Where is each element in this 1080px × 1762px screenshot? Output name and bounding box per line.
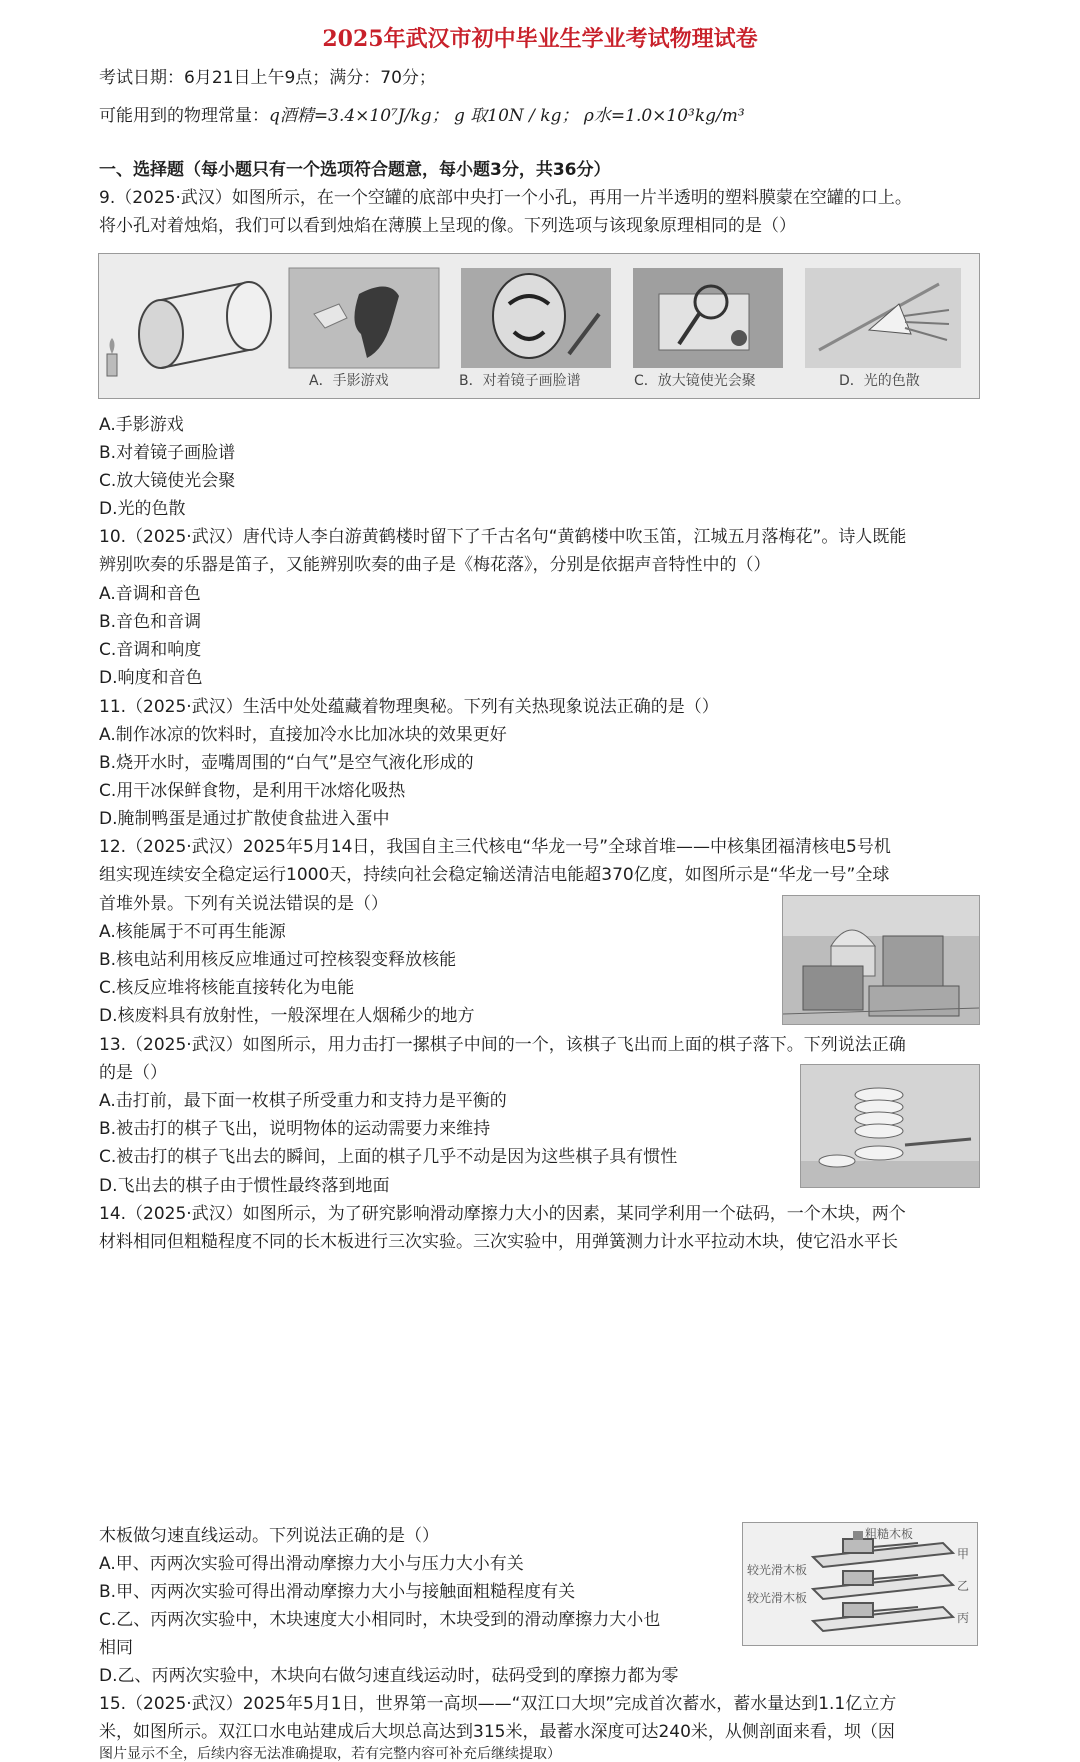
fig-label-jia: 甲 [957,1547,970,1561]
q10-option-d: D.响度和音色 [99,668,203,688]
q14-option-d: D.乙、丙两次实验中，木块向右做匀速直线运动时，砝码受到的摩擦力都为零 [99,1666,679,1686]
q14-option-a: A.甲、丙两次实验可得出滑动摩擦力大小与压力大小有关 [99,1554,524,1574]
q9-caption-c: C．放大镜使光会聚 [634,373,756,389]
q9-caption-d: D．光的色散 [839,373,920,389]
fig-label-yi: 乙 [957,1579,970,1593]
q15-stem-line-2: 米，如图所示。双江口水电站建成后大坝总高达到315米，最蓄水深度可达240米，从侧剖面来看，坝（因 [99,1722,895,1742]
q9-stem-line-1: 9.（2025·武汉）如图所示，在一个空罐的底部中央打一个小孔，再用一片半透明的塑料膜蒙在空罐的口上。 [99,188,912,208]
q15-stem-line-1: 15.（2025·武汉）2025年5月1日，世界第一高坝——“双江口大坝”完成首次蓄水，蓄水量达到1.1亿立方 [99,1694,897,1714]
exam-info-line: 考试日期：6月21日上午9点；满分：70分； [99,68,436,88]
q12-option-c: C.核反应堆将核能直接转化为电能 [99,978,355,998]
constants-line [99,104,745,128]
q14-stem-line-3: 木板做匀速直线运动。下列说法正确的是（） [99,1526,439,1546]
q11-option-c: C.用干冰保鲜食物，是利用干冰熔化吸热 [99,781,406,801]
q10-option-c: C.音调和响度 [99,640,202,660]
pinhole-can-illustration [107,282,271,376]
magnifier-focus-photo [633,268,783,368]
q12-stem-line-2: 组实现连续安全稳定运行1000天，持续向社会稳定输送清洁电能超370亿度，如图所示是“华龙一号”全球 [99,865,890,885]
q12-option-b: B.核电站利用核反应堆通过可控核裂变释放核能 [99,950,457,970]
q13-option-b: B.被击打的棋子飞出，说明物体的运动需要力来维持 [99,1119,491,1139]
fig-label-smooth-board-1: 较光滑木板 [747,1563,808,1577]
q13-option-a: A.击打前，最下面一枚棋子所受重力和支持力是平衡的 [99,1091,507,1111]
q11-option-d: D.腌制鸭蛋是通过扩散使食盐进入蛋中 [99,809,390,829]
q10-option-a: A.音调和音色 [99,584,201,604]
q11-option-a: A.制作冰凉的饮料时，直接加冷水比加冰块的效果更好 [99,725,507,745]
q10-stem-line-2: 辨别吹奏的乐器是笛子，又能辨别吹奏的曲子是《梅花落》，分别是依据声音特性中的（） [99,555,771,575]
q13-stem-line-2: 的是（） [99,1063,167,1083]
q14-option-c: C.乙、丙两次实验中，木块速度大小相同时，木块受到的滑动摩擦力大小也 [99,1610,661,1630]
q9-option-a: A.手影游戏 [99,415,184,435]
q12-stem-line-3: 首堆外景。下列有关说法错误的是（） [99,894,388,914]
q13-option-c: C.被击打的棋子飞出去的瞬间，上面的棋子几乎不动是因为这些棋子具有惯性 [99,1147,678,1167]
q9-option-d: D.光的色散 [99,499,186,519]
nuclear-plant-photo [782,895,980,1025]
q10-option-b: B.音色和音调 [99,612,202,632]
q9-figure-strip [98,253,980,399]
q9-caption-a: A．手影游戏 [309,373,389,389]
hand-shadow-photo [289,268,439,368]
fig-label-smooth-board-2: 较光滑木板 [747,1591,808,1605]
q14-option-b: B.甲、丙两次实验可得出滑动摩擦力大小与接触面粗糙程度有关 [99,1582,576,1602]
q9-option-c: C.放大镜使光会聚 [99,471,236,491]
q14-stem-line-2: 材料相同但粗糙程度不同的长木板进行三次实验。三次实验中，用弹簧测力计水平拉动木块，使它沿水平长 [99,1232,898,1252]
q11-stem-line-1: 11.（2025·武汉）生活中处处蕴藏着物理奥秘。下列有关热现象说法正确的是（） [99,697,719,717]
section-heading: 一、选择题（每小题只有一个选项符合题意，每小题3分，共36分） [99,160,611,180]
constants-values: q酒精=3.4×10⁷J/kg； g 取10N / kg； ρ水=1.0×10³kg/m³ [269,106,745,126]
q10-stem-line-1: 10.（2025·武汉）唐代诗人李白游黄鹤楼时留下了千古名句“黄鹤楼中吹玉笛，江城五月落梅花”。诗人既能 [99,527,907,547]
q12-option-a: A.核能属于不可再生能源 [99,922,286,942]
q9-caption-b: B．对着镜子画脸谱 [459,373,581,389]
q14-stem-line-1: 14.（2025·武汉）如图所示，为了研究影响滑动摩擦力大小的因素，某同学利用一个砝码，一个木块，两个 [99,1204,906,1224]
q14-option-c-continued: 相同 [99,1638,133,1658]
q11-option-b: B.烧开水时，壶嘴周围的“白气”是空气液化形成的 [99,753,474,773]
q12-option-d: D.核废料具有放射性，一般深埋在人烟稀少的地方 [99,1006,475,1026]
q9-stem-line-2: 将小孔对着烛焰，我们可以看到烛焰在薄膜上呈现的像。下列选项与该现象原理相同的是（） [99,216,796,236]
q13-option-d: D.飞出去的棋子由于惯性最终落到地面 [99,1176,390,1196]
q12-stem-line-1: 12.（2025·武汉）2025年5月14日，我国自主三代核电“华龙一号”全球首堆——中核集团福清核电5号机 [99,837,891,857]
q9-option-b: B.对着镜子画脸谱 [99,443,236,463]
stacked-checkers-photo [800,1064,980,1188]
fig-label-bing: 丙 [957,1611,970,1625]
friction-experiment-figure [742,1522,978,1646]
q13-stem-line-1: 13.（2025·武汉）如图所示，用力击打一摞棋子中间的一个，该棋子飞出而上面的棋子落下。下列说法正确 [99,1035,906,1055]
constants-label: 可能用到的物理常量： [99,106,269,126]
exam-title: 2025年武汉市初中毕业生学业考试物理试卷 [322,26,758,52]
q15-stem-line-3: 图片显示不全，后续内容无法准确提取，若有完整内容可补充后继续提取） [99,1746,561,1762]
light-dispersion-photo [805,268,961,368]
fig-label-rough-board: 粗糙木板 [865,1527,914,1541]
mirror-facepaint-photo [461,268,611,368]
